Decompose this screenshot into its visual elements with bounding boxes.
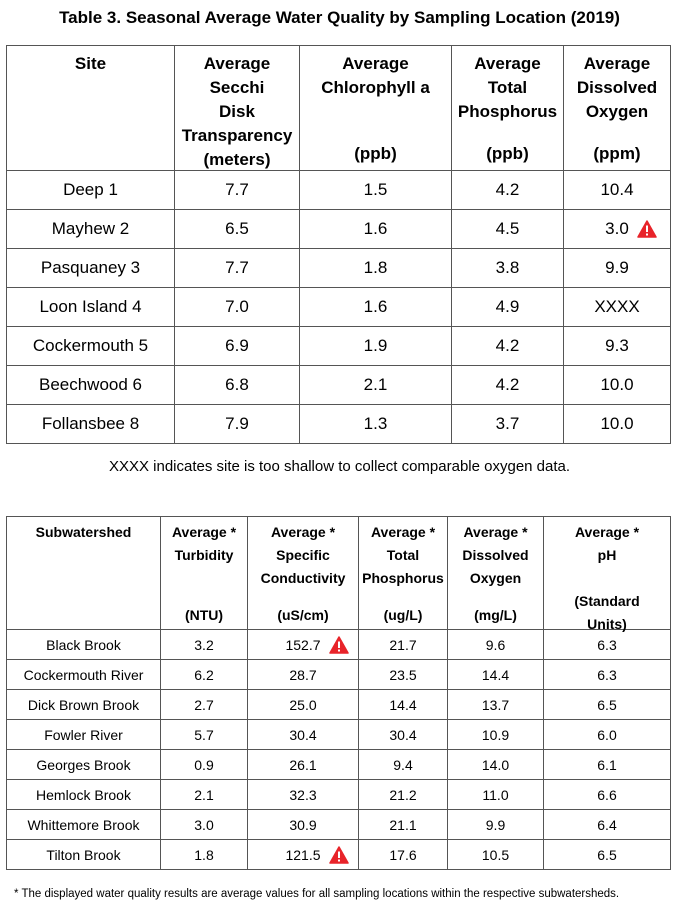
column-header — [564, 46, 671, 171]
table-cell — [448, 660, 544, 690]
cell-value: 7.7 — [225, 258, 249, 277]
cell-value: 26.1 — [289, 756, 317, 773]
table-row — [7, 366, 671, 405]
table-cell — [544, 750, 671, 780]
table-cell — [175, 171, 300, 210]
header-unit: (meters) — [203, 150, 271, 169]
table-row — [7, 690, 671, 720]
cell-value: Loon Island 4 — [39, 297, 142, 316]
header-line: Disk — [219, 102, 255, 121]
row-label — [7, 690, 161, 720]
column-header — [161, 517, 248, 630]
header-unit: (ug/L) — [383, 607, 423, 623]
header-line: Average — [203, 54, 271, 73]
column-header — [300, 46, 452, 171]
cell-value: 0.9 — [194, 756, 214, 773]
warning-icon — [637, 220, 657, 238]
table-cell — [300, 249, 452, 288]
table-cell — [544, 690, 671, 720]
header-line: Transparency — [181, 126, 293, 145]
table-cell — [564, 171, 671, 210]
table-cell — [544, 660, 671, 690]
cell-value: 6.6 — [597, 786, 617, 803]
cell-value: 2.7 — [194, 696, 214, 713]
table-cell — [175, 210, 300, 249]
cell-value: 6.2 — [194, 666, 214, 683]
cell-value: 9.4 — [393, 756, 413, 773]
header-line: Total — [487, 78, 528, 97]
table-cell — [175, 249, 300, 288]
table-cell — [452, 405, 564, 444]
header-line: Oxygen — [585, 102, 649, 121]
table-cell — [564, 405, 671, 444]
cell-value: 5.7 — [194, 726, 214, 743]
header-unit: Units) — [587, 616, 627, 632]
table1-note: XXXX indicates site is too shallow to collect comparable oxygen data. — [108, 458, 571, 475]
header-line: Average * — [370, 524, 436, 540]
table-cell — [161, 690, 248, 720]
table-row — [7, 720, 671, 750]
cell-value: 7.0 — [225, 297, 249, 316]
cell-value: 14.0 — [481, 756, 510, 773]
header-line: Turbidity — [174, 547, 234, 563]
cell-value: 10.4 — [600, 180, 634, 199]
cell-value: 14.4 — [389, 696, 417, 713]
table-cell — [359, 720, 448, 750]
header-line: Specific — [276, 547, 330, 563]
cell-value: 4.2 — [495, 375, 520, 394]
cell-value: Cockermouth 5 — [32, 336, 149, 355]
cell-value: Dick Brown Brook — [27, 696, 140, 713]
table-row — [7, 327, 671, 366]
row-label — [7, 171, 175, 210]
header-line: Average * — [574, 524, 640, 540]
cell-value: 7.9 — [225, 414, 249, 433]
table-cell — [359, 690, 448, 720]
cell-value: 6.3 — [597, 636, 617, 653]
table-row — [7, 750, 671, 780]
row-label — [7, 327, 175, 366]
cell-value: 30.4 — [389, 726, 417, 743]
cell-value: 4.9 — [495, 297, 520, 316]
table-cell — [300, 288, 452, 327]
cell-value: 17.6 — [389, 846, 417, 863]
table-cell — [300, 366, 452, 405]
table-cell — [544, 840, 671, 870]
table-cell — [448, 780, 544, 810]
row-label — [7, 660, 161, 690]
table-cell — [248, 660, 359, 690]
cell-value: 2.1 — [194, 786, 214, 803]
header-line: Phosphorus — [457, 102, 558, 121]
cell-value: 1.5 — [363, 180, 388, 199]
cell-value: 6.9 — [225, 336, 249, 355]
cell-value: 21.1 — [389, 816, 417, 833]
cell-value: Pasquaney 3 — [40, 258, 141, 277]
table-cell — [248, 720, 359, 750]
table-cell — [175, 288, 300, 327]
table-row — [7, 171, 671, 210]
cell-value: 1.6 — [363, 297, 388, 316]
table-cell — [452, 366, 564, 405]
cell-value: 1.8 — [194, 846, 214, 863]
column-header — [175, 46, 300, 171]
table-cell — [161, 660, 248, 690]
table-cell — [248, 630, 359, 660]
header-unit: (ppm) — [593, 144, 641, 163]
header-line: Average * — [463, 524, 528, 540]
cell-value: 4.5 — [495, 219, 520, 238]
cell-value: 3.8 — [495, 258, 520, 277]
header-line: Conductivity — [260, 570, 346, 586]
header-line: Dissolved — [576, 78, 658, 97]
cell-value: 1.3 — [363, 414, 388, 433]
cell-value: 28.7 — [289, 666, 317, 683]
cell-value: 14.4 — [481, 666, 510, 683]
column-header — [248, 517, 359, 630]
header-line: Chlorophyll a — [321, 78, 430, 97]
table-cell — [175, 366, 300, 405]
column-header — [359, 517, 448, 630]
header-line: Average — [342, 54, 409, 73]
row-label — [7, 210, 175, 249]
table-cell — [452, 210, 564, 249]
table-cell — [175, 405, 300, 444]
table-cell — [248, 810, 359, 840]
cell-value: 7.7 — [225, 180, 249, 199]
table-cell — [452, 327, 564, 366]
table-row — [7, 405, 671, 444]
table-cell — [161, 750, 248, 780]
site-table — [6, 45, 671, 444]
cell-value: 25.0 — [289, 696, 317, 713]
table2-footnote: * The displayed water quality results are average values for all sampling locations within the respective subwatersheds. — [14, 888, 620, 900]
cell-value: Hemlock Brook — [36, 786, 131, 803]
cell-value: 10.0 — [600, 375, 634, 394]
row-label — [7, 249, 175, 288]
header-line: Site — [74, 54, 107, 73]
table-row — [7, 249, 671, 288]
cell-value: 6.0 — [597, 726, 617, 743]
cell-value: 3.0 — [194, 816, 214, 833]
row-label — [7, 366, 175, 405]
subwatershed-table — [6, 516, 671, 870]
table-cell — [248, 750, 359, 780]
table-cell — [359, 810, 448, 840]
cell-value: 32.3 — [289, 786, 317, 803]
table-cell — [248, 690, 359, 720]
table-cell — [359, 780, 448, 810]
table-row — [7, 840, 671, 870]
cell-value: Whittemore Brook — [27, 816, 140, 833]
cell-value: 6.8 — [225, 375, 249, 394]
cell-value: Tilton Brook — [46, 846, 121, 863]
table-cell — [300, 327, 452, 366]
row-label — [7, 750, 161, 780]
cell-value: Deep 1 — [63, 180, 118, 199]
table-cell — [161, 810, 248, 840]
row-label — [7, 780, 161, 810]
cell-value: 23.5 — [389, 666, 417, 683]
warning-icon — [329, 636, 349, 654]
table-cell — [359, 750, 448, 780]
cell-value: 6.5 — [225, 219, 249, 238]
table-row — [7, 810, 671, 840]
cell-value: 152.7 — [285, 636, 321, 653]
cell-value: 9.3 — [605, 336, 629, 355]
table-cell — [448, 840, 544, 870]
table-cell — [161, 630, 248, 660]
cell-value: 9.6 — [485, 636, 506, 653]
table-cell — [544, 810, 671, 840]
header-line: Average — [583, 54, 651, 73]
cell-value: 121.5 — [285, 846, 321, 863]
header-line: Dissolved — [462, 547, 529, 563]
table-cell — [564, 288, 671, 327]
header-line: Average — [474, 54, 541, 73]
table-cell — [564, 366, 671, 405]
cell-value: 10.5 — [481, 846, 510, 863]
table-cell — [544, 720, 671, 750]
header-line: pH — [597, 547, 617, 563]
header-line: (Standard — [574, 593, 640, 609]
header-line: Oxygen — [469, 570, 522, 586]
table-cell — [544, 780, 671, 810]
cell-value: 9.9 — [605, 258, 629, 277]
table-cell — [564, 327, 671, 366]
cell-value: 1.9 — [363, 336, 388, 355]
table-cell — [448, 690, 544, 720]
column-header — [448, 517, 544, 630]
cell-value: 13.7 — [481, 696, 510, 713]
header-line: Subwatershed — [35, 524, 132, 540]
table-cell — [359, 630, 448, 660]
table-row — [7, 780, 671, 810]
cell-value: 21.7 — [389, 636, 417, 653]
table-cell — [161, 720, 248, 750]
column-header — [452, 46, 564, 171]
table-cell — [248, 780, 359, 810]
cell-value: 11.0 — [482, 786, 509, 803]
table-cell — [161, 840, 248, 870]
table-row — [7, 660, 671, 690]
table-cell — [452, 249, 564, 288]
header-line: Total — [386, 547, 420, 563]
table-cell — [175, 327, 300, 366]
header-line: Secchi — [209, 78, 265, 97]
cell-value: 6.5 — [597, 846, 617, 863]
header-line — [544, 567, 670, 590]
row-label — [7, 840, 161, 870]
table-cell — [300, 171, 452, 210]
table-cell — [452, 288, 564, 327]
table-cell — [161, 780, 248, 810]
cell-value: 3.2 — [194, 636, 214, 653]
header-unit: (mg/L) — [474, 607, 517, 623]
cell-value: 10.9 — [481, 726, 510, 743]
table-cell — [300, 405, 452, 444]
cell-value: 9.9 — [485, 816, 506, 833]
cell-value: 30.4 — [289, 726, 317, 743]
cell-value: 2.1 — [363, 375, 388, 394]
cell-value: 1.6 — [363, 219, 388, 238]
row-label — [7, 288, 175, 327]
cell-value: Beechwood 6 — [38, 375, 143, 394]
row-label — [7, 405, 175, 444]
table-cell — [448, 810, 544, 840]
cell-value: Black Brook — [46, 636, 121, 653]
page-title: Table 3. Seasonal Average Water Quality by Sampling Location (2019) — [59, 8, 620, 27]
table-row — [7, 288, 671, 327]
cell-value: XXXX — [594, 297, 640, 316]
row-label — [7, 720, 161, 750]
cell-value: 6.3 — [597, 666, 617, 683]
cell-value: Mayhew 2 — [51, 219, 130, 238]
table-cell — [564, 249, 671, 288]
column-header — [544, 517, 671, 630]
table-cell — [448, 630, 544, 660]
warning-icon — [329, 846, 349, 864]
table-cell — [448, 750, 544, 780]
table-cell — [300, 210, 452, 249]
table-cell — [359, 660, 448, 690]
table-cell — [564, 210, 671, 249]
row-label — [7, 810, 161, 840]
cell-value: 1.8 — [363, 258, 388, 277]
header-line: Phosphorus — [362, 570, 444, 586]
cell-value: 4.2 — [495, 336, 520, 355]
header-line: Average * — [171, 524, 237, 540]
header-line: Average * — [270, 524, 336, 540]
cell-value: Follansbee 8 — [41, 414, 140, 433]
table-cell — [248, 840, 359, 870]
cell-value: 21.2 — [389, 786, 417, 803]
table-cell — [452, 171, 564, 210]
cell-value: 3.7 — [495, 414, 520, 433]
header-unit: (NTU) — [184, 607, 224, 623]
cell-value: Cockermouth River — [23, 666, 144, 683]
cell-value: Fowler River — [44, 726, 123, 743]
table-cell — [359, 840, 448, 870]
cell-value: Georges Brook — [36, 756, 131, 773]
column-header — [7, 46, 175, 171]
header-unit: (uS/cm) — [277, 607, 329, 623]
cell-value: 30.9 — [289, 816, 317, 833]
column-header — [7, 517, 161, 630]
cell-value: 4.2 — [495, 180, 520, 199]
cell-value: 10.0 — [600, 414, 634, 433]
table-cell — [448, 720, 544, 750]
row-label — [7, 630, 161, 660]
cell-value: 6.1 — [597, 756, 617, 773]
header-unit: (ppb) — [354, 144, 397, 163]
table-row — [7, 210, 671, 249]
cell-value: 6.4 — [597, 816, 617, 833]
cell-value: 6.5 — [597, 696, 617, 713]
cell-value: 3.0 — [605, 219, 629, 238]
header-unit: (ppb) — [486, 144, 529, 163]
